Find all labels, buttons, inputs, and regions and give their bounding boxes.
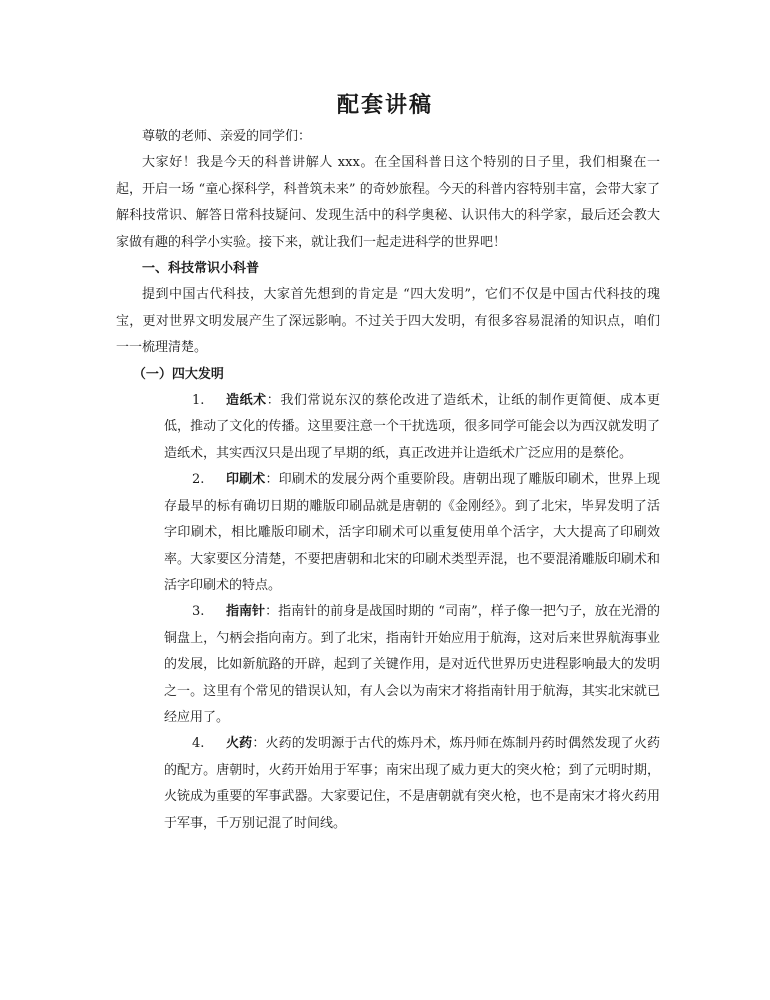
subsection-heading: （一）四大发明 — [132, 366, 224, 382]
section-paragraph: 提到中国古代科技，大家首先想到的肯定是 “四大发明”，它们不仅是中国古代科技的瑰宝，更对世界文明发展产生了深远影响。不过关于四大发明，有很多容易混淆的知识点，咱们一一梳理清楚。 — [116, 287, 660, 356]
list-item-text: ：印刷术的发展分两个重要阶段。唐朝出现了雕版印刷术，世界上现存最早的标有确切日期的雕版印刷品就是唐朝的《金刚经》。到了北宋，毕昇发明了活字印刷术，相比雕版印刷术，活字印刷术可以重复使用单个活字，大大提高了印刷效率。大家要区分清楚，不要把唐朝和北宋的印刷术类型弄混，也不要混淆雕版印刷术和活字印刷术的特点。 — [164, 472, 660, 593]
list-item-text: ：指南针的前身是战国时期的 “司南”，样子像一把勺子，放在光滑的铜盘上，勺柄会指向南方。到了北宋，指南针开始应用于航海，这对后来世界航海事业的发展，比如新航路的开辟，起到了关键作用，是对近代世界历史进程影响最大的发明之一。这里有个常见的错误认知，有人会以为南宋才将指南针用于航海，其实北宋就已经应用了。 — [164, 604, 660, 725]
list-item-number: 1. — [192, 393, 205, 409]
list-item-text: ：我们常说东汉的蔡伦改进了造纸术，让纸的制作更简便、成本更低，推动了文化的传播。这里要注意一个干扰选项，很多同学可能会以为西汉就发明了造纸术，其实西汉只是出现了早期的纸，真正改进并让造纸术广泛应用的是蔡伦。 — [164, 393, 660, 461]
list-item — [164, 467, 660, 599]
list-item-term: 印刷术 — [226, 472, 266, 488]
greeting: 尊敬的老师、亲爱的同学们： — [142, 129, 312, 144]
page-title: 配套讲稿 — [336, 92, 433, 118]
list-item-term: 造纸术 — [226, 393, 267, 409]
list-item — [164, 731, 660, 837]
list-item — [164, 388, 660, 467]
document-body — [116, 124, 660, 837]
section-heading: 一、科技常识小科普 — [142, 261, 260, 277]
intro-paragraph: 大家好！我是今天的科普讲解人 xxx。在全国科普日这个特别的日子里，我们相聚在一起，开启一场 “童心探科学，科普筑未来” 的奇妙旅程。今天的科普内容特别丰富，会带大家了解科技常识、解答日常科技疑问、发现生活中的科学奥秘、认识伟大的科学家，最后还会教大家做有趣的科学小实验。接下来，就让我们一起走进科学的世界吧！ — [116, 155, 660, 250]
list-item-number: 4. — [192, 736, 205, 752]
list-item-number: 3. — [192, 604, 205, 620]
list-item-term: 指南针 — [226, 604, 266, 620]
list-item-number: 2. — [192, 472, 205, 488]
list-item — [164, 599, 660, 731]
list-item-term: 火药 — [226, 736, 253, 752]
list-item-text: ：火药的发明源于古代的炼丹术，炼丹师在炼制丹药时偶然发现了火药的配方。唐朝时，火药开始用于军事；南宋出现了威力更大的突火枪；到了元明时期，火铳成为重要的军事武器。大家要记住，不是唐朝就有突火枪，也不是南宋才将火药用于军事，千万别记混了时间线。 — [164, 736, 660, 831]
